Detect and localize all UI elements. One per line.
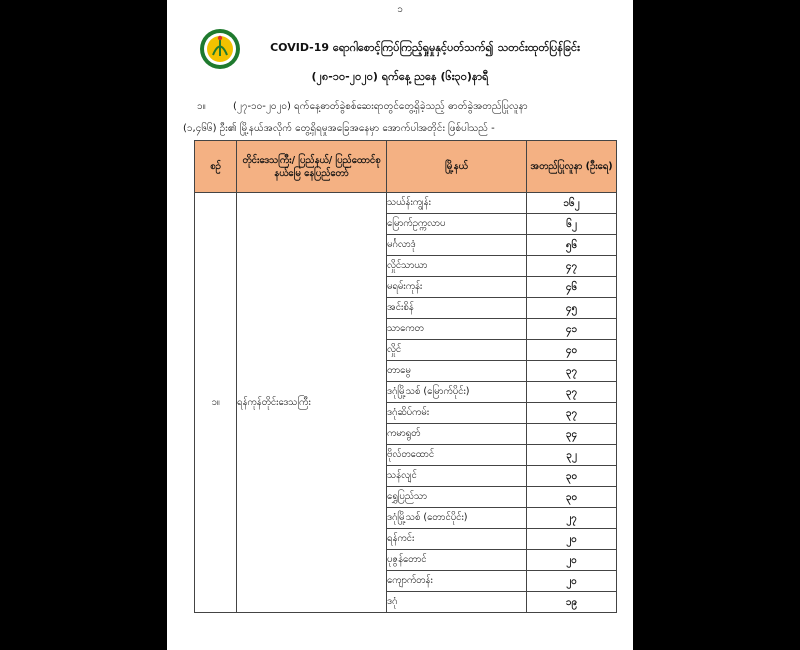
township-cell: ဒဂုံမြို့သစ် (မြောက်ပိုင်း) [387, 382, 527, 403]
count-cell: ၃၀ [527, 487, 617, 508]
document-title: COVID-19 ရောဂါစောင့်ကြပ်ကြည့်ရှုမှုနှင့်ပတ်သက်၍ သတင်းထုတ်ပြန်ခြင်း [270, 41, 580, 54]
cases-table [194, 140, 617, 613]
count-cell: ၃၇ [527, 403, 617, 424]
count-cell: ၆၂ [527, 214, 617, 235]
township-cell: လှိုင်သာယာ [387, 256, 527, 277]
township-cell: သာကေတ [387, 319, 527, 340]
township-cell: တာမွေ [387, 361, 527, 382]
count-cell: ၂၇ [527, 508, 617, 529]
township-cell: ဗိုလ်တထောင် [387, 445, 527, 466]
header-no: စဉ် [195, 141, 237, 193]
table-body [195, 193, 617, 613]
township-cell: ဒဂုံ [387, 592, 527, 613]
township-cell: သန်လျင် [387, 466, 527, 487]
count-cell: ၄၇ [527, 256, 617, 277]
count-cell: ၃၇ [527, 382, 617, 403]
count-cell: ၃၄ [527, 424, 617, 445]
count-cell: ၃၂ [527, 445, 617, 466]
township-cell: ရွှေပြည်သာ [387, 487, 527, 508]
count-cell: ၁၆၂ [527, 193, 617, 214]
intro-line-1: (၂၇-၁၀-၂၀၂၀) ရက်နေ့ဓာတ်ခွဲစစ်ဆေးရာတွင်တွေ့ရှိခဲ့သည့် ဓာတ်ခွဲအတည်ပြုလူနာ [233, 101, 528, 112]
header-region: တိုင်းဒေသကြီး/ ပြည်နယ်/ ပြည်ထောင်စုနယ်မြေ နေပြည်တော် [237, 141, 387, 193]
township-cell: ကမာရွတ် [387, 424, 527, 445]
township-cell: မြောက်ဥက္ကလာပ [387, 214, 527, 235]
table-row [195, 193, 617, 214]
count-cell: ၄၀ [527, 340, 617, 361]
intro-paragraph [183, 96, 621, 140]
township-cell: ဒဂုံမြို့သစ် (တောင်ပိုင်း) [387, 508, 527, 529]
header-count: အတည်ပြုလူနာ (ဦးရေ) [527, 141, 617, 193]
group-number: ၁။ [195, 193, 237, 613]
document-page [167, 0, 633, 650]
intro-line-2: (၁,၄၆၆) ဦး၏ မြို့နယ်အလိုက် တွေ့ရှိရမှုအခြေအနေမှာ အောက်ပါအတိုင်း ဖြစ်ပါသည် - [183, 123, 495, 134]
count-cell: ၅၆ [527, 235, 617, 256]
township-cell: လှိုင် [387, 340, 527, 361]
header-township: မြို့နယ် [387, 141, 527, 193]
count-cell: ၄၆ [527, 277, 617, 298]
township-cell: ရန်ကင်း [387, 529, 527, 550]
table-header-row [195, 141, 617, 193]
count-cell: ၁၉ [527, 592, 617, 613]
count-cell: ၂၀ [527, 571, 617, 592]
count-cell: ၃၇ [527, 361, 617, 382]
township-cell: မင်္ဂလာဒုံ [387, 235, 527, 256]
count-cell: ၂၀ [527, 550, 617, 571]
township-cell: ဒဂုံဆိပ်ကမ်း [387, 403, 527, 424]
page-number: ၁ [397, 4, 403, 15]
count-cell: ၃၀ [527, 466, 617, 487]
count-cell: ၄၅ [527, 298, 617, 319]
township-cell: မရမ်းကုန်း [387, 277, 527, 298]
township-cell: ကျောက်တန်း [387, 571, 527, 592]
township-cell: ပုဇွန်တောင် [387, 550, 527, 571]
count-cell: ၂၀ [527, 529, 617, 550]
group-region: ရန်ကုန်တိုင်းဒေသကြီး [237, 193, 387, 613]
count-cell: ၄၁ [527, 319, 617, 340]
intro-number: ၁။ [197, 101, 206, 112]
township-cell: သယ်န်းကျွန်း [387, 193, 527, 214]
document-subtitle: (၂၈-၁၀-၂၀၂၀) ရက်နေ့ ညနေ (၆း၃၀)နာရီ [311, 70, 489, 83]
township-cell: အင်းစိန် [387, 298, 527, 319]
